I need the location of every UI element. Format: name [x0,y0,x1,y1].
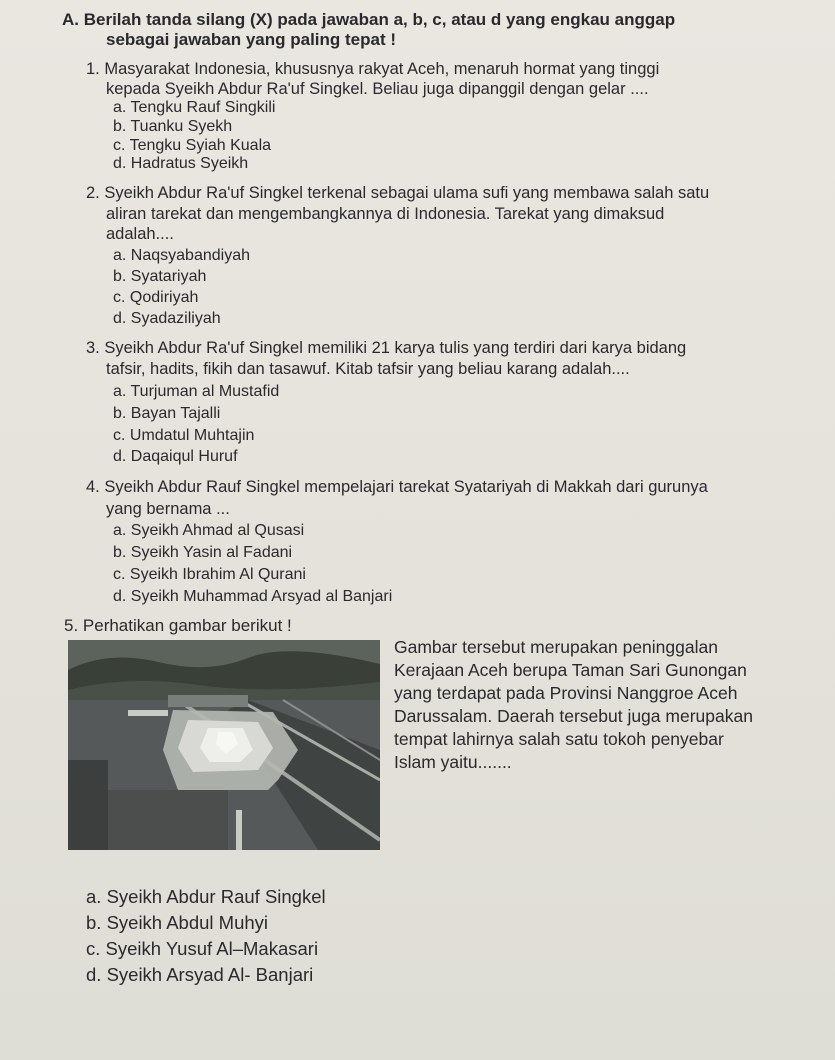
q4-option-d[interactable]: d. Syeikh Muhammad Arsyad al Banjari [113,588,393,605]
q1-option-c[interactable]: c. Tengku Syiah Kuala [113,137,272,154]
q5-side-text-line1: Gambar tersebut merupakan peninggalan [394,637,718,657]
q1-text-line2: kepada Syeikh Abdur Ra'uf Singkel. Beliau juga dipanggil dengan gelar .... [106,80,649,98]
q1-text-line1: 1. Masyarakat Indonesia, khususnya rakyat Aceh, menaruh hormat yang tinggi [86,60,660,78]
q5-prompt: 5. Perhatikan gambar berikut ! [64,616,292,635]
q3-text-line1: 3. Syeikh Abdur Ra'uf Singkel memiliki 21 karya tulis yang terdiri dari karya bidang [86,339,687,357]
q4-text-line2: yang bernama ... [106,500,230,518]
q5-option-c[interactable]: c. Syeikh Yusuf Al–Makasari [86,938,319,959]
q5-side-text-line5: tempat lahirnya salah satu tokoh penyebar [394,729,724,749]
q3-option-a[interactable]: a. Turjuman al Mustafid [113,383,280,400]
q1-option-b[interactable]: b. Tuanku Syekh [113,118,233,135]
q3-option-d[interactable]: d. Daqaiqul Huruf [113,448,238,465]
q1-option-a[interactable]: a. Tengku Rauf Singkili [113,99,276,116]
section-heading-line1: A. Berilah tanda silang (X) pada jawaban a, b, c, atau d yang engkau anggap [62,10,676,29]
q5-side-text-line4: Darussalam. Daerah tersebut juga merupakan [394,706,753,726]
q5-option-a[interactable]: a. Syeikh Abdur Rauf Singkel [86,886,326,907]
section-heading-line2: sebagai jawaban yang paling tepat ! [106,30,397,49]
q4-option-b[interactable]: b. Syeikh Yasin al Fadani [113,544,293,561]
q2-text-line3: adalah.... [106,225,174,243]
q5-option-b[interactable]: b. Syeikh Abdul Muhyi [86,912,269,933]
q2-text-line2: aliran tarekat dan mengembangkannya di Indonesia. Tarekat yang dimaksud [106,205,665,223]
q4-option-a[interactable]: a. Syeikh Ahmad al Qusasi [113,522,305,539]
q3-option-c[interactable]: c. Umdatul Muhtajin [113,427,255,444]
q4-option-c[interactable]: c. Syeikh Ibrahim Al Qurani [113,566,306,583]
q2-option-d[interactable]: d. Syadaziliyah [113,310,221,327]
q2-text-line1: 2. Syeikh Abdur Ra'uf Singkel terkenal sebagai ulama sufi yang membawa salah satu [86,184,710,202]
q5-side-text-line3: yang terdapat pada Provinsi Nanggroe Aceh [394,683,738,703]
q2-option-c[interactable]: c. Qodiriyah [113,289,199,306]
gunongan-photo [68,640,380,850]
q4-text-line1: 4. Syeikh Abdur Rauf Singkel mempelajari tarekat Syatariyah di Makkah dari gurunya [86,478,708,496]
q1-option-d[interactable]: d. Hadratus Syeikh [113,155,249,172]
q5-side-text-line6: Islam yaitu....... [394,752,512,772]
q2-option-b[interactable]: b. Syatariyah [113,268,207,285]
q3-text-line2: tafsir, hadits, fikih dan tasawuf. Kitab tafsir yang beliau karang adalah.... [106,360,630,378]
q5-side-text-line2: Kerajaan Aceh berupa Taman Sari Gunongan [394,660,747,680]
q2-option-a[interactable]: a. Naqsyabandiyah [113,247,250,264]
q3-option-b[interactable]: b. Bayan Tajalli [113,405,221,422]
q5-option-d[interactable]: d. Syeikh Arsyad Al- Banjari [86,964,314,985]
gunongan-photo-illustration [68,640,380,850]
